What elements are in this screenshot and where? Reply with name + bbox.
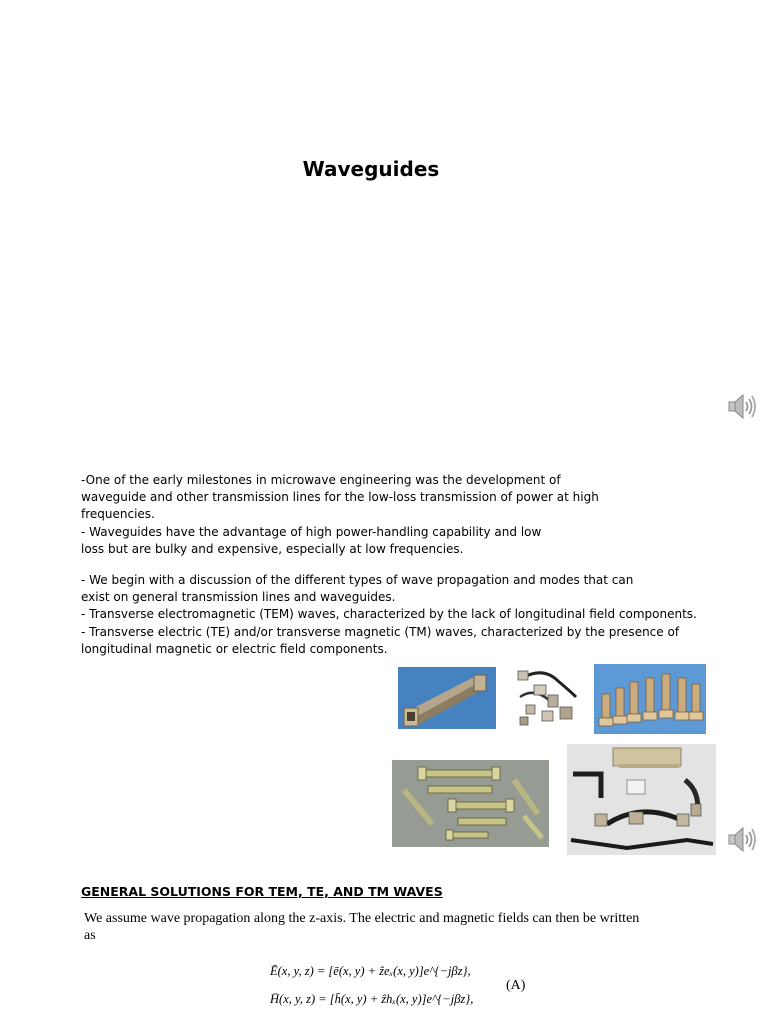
section-heading: GENERAL SOLUTIONS FOR TEM, TE, AND TM WAVES: [81, 884, 443, 899]
page-title: Waveguides: [302, 157, 440, 181]
speaker-icon[interactable]: [726, 391, 758, 423]
waveguide-photo: [398, 667, 496, 729]
intro-line: - Waveguides have the advantage of high power-handling capability and low: [81, 524, 542, 539]
equation-e-field: Ē(x, y, z) = [ē(x, y) + ẑeₓ(x, y)]e^{−jβz},: [270, 964, 471, 978]
waveguide-assemblies-photo: [594, 664, 706, 734]
intro-line: loss but are bulky and expensive, especially at low frequencies.: [81, 541, 464, 556]
waveguide-parts-photo: [392, 760, 549, 847]
waveguide-components-photo: [514, 667, 580, 729]
speaker-icon[interactable]: [726, 824, 758, 856]
section-text: We assume wave propagation along the z-axis. The electric and magnetic fields can then be written as: [84, 911, 640, 943]
equation-h-field: H̄(x, y, z) = [h̄(x, y) + ẑhₓ(x, y)]e^{−jβz},: [270, 992, 474, 1006]
intro-line: -One of the early milestones in microwave engineering was the development of: [81, 473, 561, 487]
discussion-paragraph: [81, 572, 721, 658]
discussion-line: - We begin with a discussion of the different types of wave propagation and modes that can: [81, 573, 634, 587]
discussion-line: - Transverse electromagnetic (TEM) waves, characterized by the lack of longitudinal field components.: [81, 607, 697, 622]
intro-paragraph: [81, 472, 721, 558]
intro-line: waveguide and other transmission lines for the low-loss transmission of power at high: [81, 490, 599, 505]
flexible-waveguides-photo: [567, 744, 716, 855]
discussion-line: longitudinal magnetic or electric field components.: [81, 641, 388, 656]
equation-label: (A): [506, 978, 526, 993]
discussion-line: - Transverse electric (TE) and/or transverse magnetic (TM) waves, characterized by the presence of: [81, 624, 680, 639]
discussion-line: exist on general transmission lines and waveguides.: [81, 590, 396, 605]
intro-line: frequencies.: [81, 507, 155, 522]
